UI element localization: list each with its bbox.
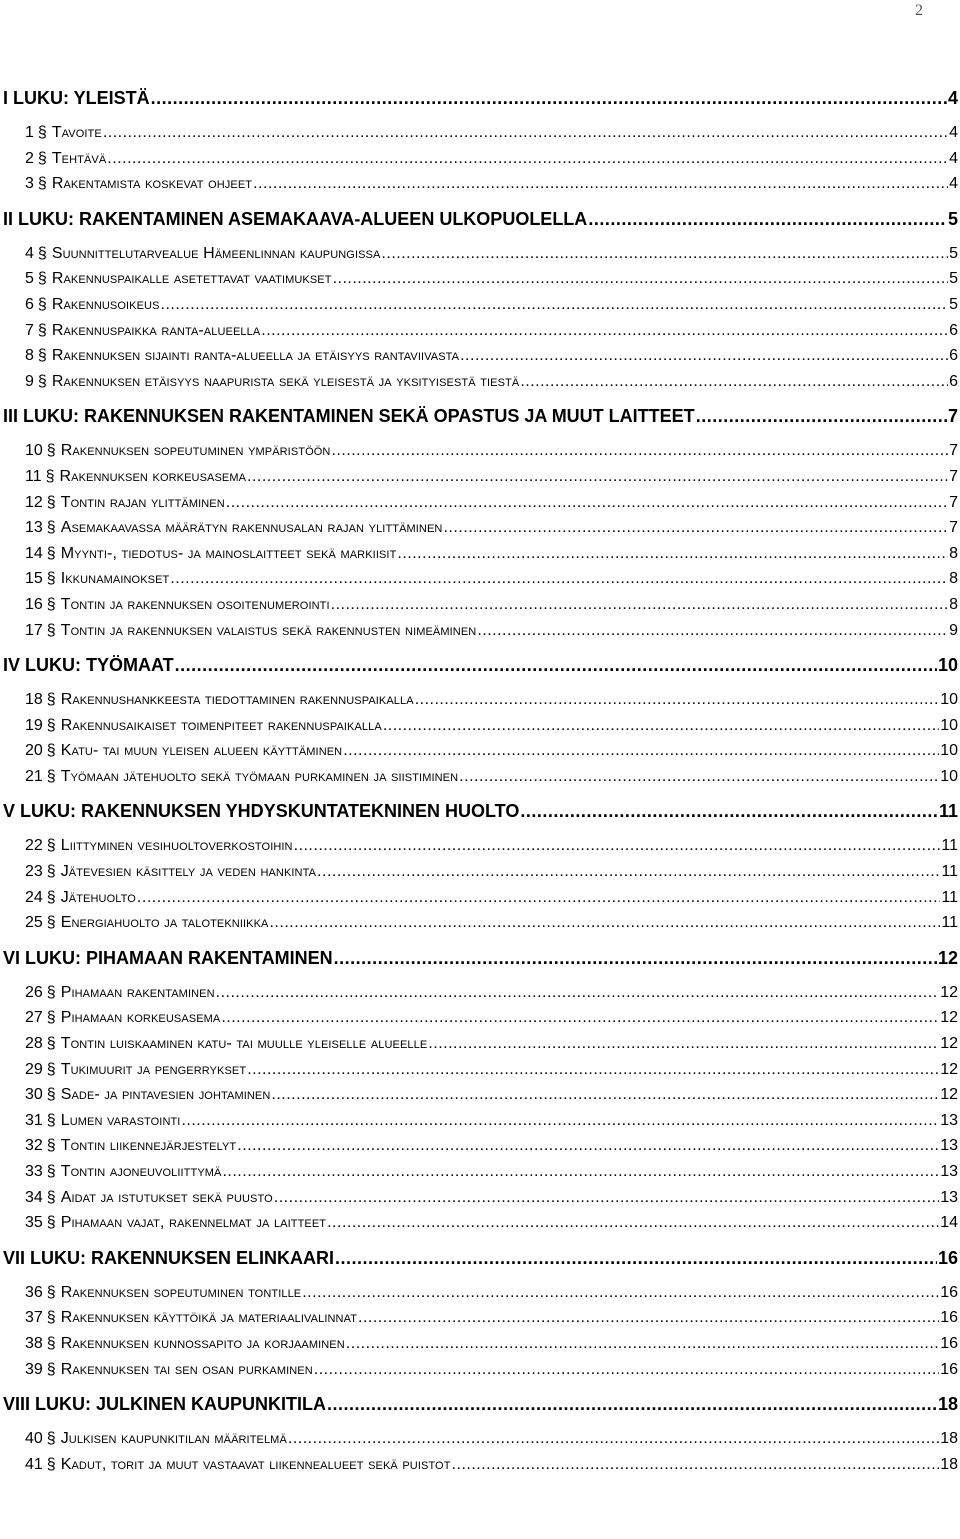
section-title: Tontin ja rakennuksen valaistus sekä rakennusten nimeäminen xyxy=(60,621,477,639)
section-sign: § xyxy=(46,1086,56,1104)
toc-section-entry[interactable] xyxy=(0,146,958,172)
toc-section-entry[interactable] xyxy=(0,592,958,618)
section-sign: § xyxy=(37,347,47,365)
section-title: Pihamaan vajat, rakennelmat ja laitteet xyxy=(60,1214,327,1232)
section-sign: § xyxy=(46,767,56,785)
dot-leader xyxy=(381,241,948,267)
dot-leader xyxy=(520,799,938,824)
dot-leader xyxy=(334,946,937,971)
section-sign: § xyxy=(46,914,56,932)
section-number: 19 xyxy=(25,716,43,734)
section-title: Julkisen kaupunkitilan määritelmä xyxy=(60,1430,287,1448)
toc-page-number: 4 xyxy=(947,88,958,108)
dot-leader xyxy=(397,541,948,567)
section-sign: § xyxy=(46,1035,56,1053)
toc-section-entry[interactable] xyxy=(0,292,958,318)
toc-page-number: 12 xyxy=(940,1009,958,1027)
section-number: 31 xyxy=(25,1111,43,1129)
dot-leader xyxy=(216,980,940,1006)
toc-page-number: 14 xyxy=(940,1214,958,1232)
section-number: 23 xyxy=(25,863,43,881)
toc-page-number: 10 xyxy=(937,655,958,676)
dot-leader xyxy=(333,266,949,292)
section-number: 22 xyxy=(25,837,43,855)
toc-page-number: 10 xyxy=(940,742,958,760)
section-title: Rakennuksen korkeusasema xyxy=(59,467,247,485)
section-title: Rakennuksen sopeutuminen tontille xyxy=(60,1283,302,1301)
dot-leader xyxy=(343,738,939,764)
toc-page-number: 12 xyxy=(940,1035,958,1053)
toc-page-number: 4 xyxy=(949,149,958,167)
toc-page-number: 10 xyxy=(940,767,958,785)
toc-section-entry[interactable] xyxy=(0,859,958,885)
toc-section-entry[interactable] xyxy=(0,1159,958,1185)
dot-leader xyxy=(358,1305,939,1331)
toc-page-number: 5 xyxy=(949,295,958,313)
toc-section-entry[interactable] xyxy=(0,171,958,197)
dot-leader xyxy=(222,1159,939,1185)
section-number: 24 xyxy=(25,888,43,906)
toc-chapter-entry[interactable] xyxy=(0,404,958,429)
section-title: Katu- tai muun yleisen alueen käyttäminen xyxy=(60,742,343,760)
toc-section-entry[interactable] xyxy=(0,1331,958,1357)
section-sign: § xyxy=(46,716,56,734)
section-number: 40 xyxy=(25,1430,43,1448)
toc-chapter-entry[interactable] xyxy=(0,946,958,971)
dot-leader xyxy=(383,713,939,739)
section-number: 20 xyxy=(25,742,43,760)
section-number: 30 xyxy=(25,1086,43,1104)
chapter-title: VII LUKU: RAKENNUKSEN ELINKAARI xyxy=(3,1247,335,1268)
toc-section-entry[interactable] xyxy=(0,343,958,369)
toc-page-number: 8 xyxy=(949,544,958,562)
section-title: Rakennuksen kunnossapito ja korjaaminen xyxy=(60,1334,345,1352)
toc-section-entry[interactable] xyxy=(0,833,958,859)
toc-section-entry[interactable] xyxy=(0,910,958,936)
toc-page-number: 18 xyxy=(940,1430,958,1448)
toc-page-number: 12 xyxy=(940,1060,958,1078)
section-title: Myynti-, tiedotus- ja mainoslaitteet sekä markiisit xyxy=(60,544,397,562)
section-title: Rakennuksen sopeutuminen ympäristöön xyxy=(60,442,331,460)
dot-leader xyxy=(175,653,937,678)
dot-leader xyxy=(294,833,941,859)
toc-page-number: 12 xyxy=(940,1086,958,1104)
section-number: 16 xyxy=(25,595,43,613)
toc-section-entry[interactable] xyxy=(0,1057,958,1083)
toc-section-entry[interactable] xyxy=(0,980,958,1006)
section-number: 8 xyxy=(25,347,34,365)
section-number: 39 xyxy=(25,1360,43,1378)
chapter-title: VI LUKU: PIHAMAAN RAKENTAMINEN xyxy=(3,947,333,968)
chapter-title: III LUKU: RAKENNUKSEN RAKENTAMINEN SEKÄ OPASTUS JA MUUT LAITTEET xyxy=(3,406,695,427)
toc-page-number: 12 xyxy=(940,983,958,1001)
dot-leader xyxy=(237,1133,939,1159)
toc-page-number: 11 xyxy=(938,801,958,822)
toc-page-number: 11 xyxy=(941,863,958,881)
chapter-title: II LUKU: RAKENTAMINEN ASEMAKAAVA-ALUEEN ULKOPUOLELLA xyxy=(3,208,588,229)
toc-section-entry[interactable] xyxy=(0,490,958,516)
section-title: Lumen varastointi xyxy=(60,1111,181,1129)
section-sign: § xyxy=(46,888,56,906)
section-number: 29 xyxy=(25,1060,43,1078)
section-sign: § xyxy=(46,544,56,562)
dot-leader xyxy=(247,1057,939,1083)
section-sign: § xyxy=(46,863,56,881)
section-sign: § xyxy=(37,372,47,390)
dot-leader xyxy=(327,1210,939,1236)
toc-section-entry[interactable] xyxy=(0,1426,958,1452)
toc-page-number: 9 xyxy=(949,621,958,639)
toc-section-entry[interactable] xyxy=(0,1031,958,1057)
section-sign: § xyxy=(37,295,47,313)
section-title: Tontin rajan ylittäminen xyxy=(60,493,225,511)
section-title: Rakennusaikaiset toimenpiteet rakennuspaikalla xyxy=(60,716,382,734)
toc-section-entry[interactable] xyxy=(0,738,958,764)
dot-leader xyxy=(221,1005,939,1031)
toc-page-number: 16 xyxy=(940,1360,958,1378)
section-title: Työmaan jätehuolto sekä työmaan purkaminen ja siistiminen xyxy=(60,767,459,785)
section-title: Tavoite xyxy=(51,124,102,141)
toc-section-entry[interactable] xyxy=(0,1133,958,1159)
toc-chapter-entry[interactable] xyxy=(0,799,958,824)
toc-page-number: 16 xyxy=(940,1283,958,1301)
section-title: Rakennuspaikalle asetettavat vaatimukset xyxy=(51,270,332,288)
toc-page-number: 11 xyxy=(941,914,958,932)
toc-section-entry[interactable] xyxy=(0,120,958,146)
section-number: 35 xyxy=(25,1214,43,1232)
toc-page-number: 7 xyxy=(949,519,958,537)
toc-page-number: 7 xyxy=(949,467,958,485)
section-sign: § xyxy=(46,621,56,639)
toc-page-number: 13 xyxy=(940,1111,958,1129)
toc-page-number: 11 xyxy=(941,888,958,906)
section-sign: § xyxy=(46,1309,56,1327)
section-title: Jätevesien käsittely ja veden hankinta xyxy=(60,863,317,881)
dot-leader xyxy=(696,404,947,429)
toc-page-number: 7 xyxy=(949,442,958,460)
toc-section-entry[interactable] xyxy=(0,438,958,464)
toc-page-number: 6 xyxy=(949,347,958,365)
section-number: 6 xyxy=(25,295,34,313)
section-sign: § xyxy=(46,1188,56,1206)
toc-section-entry[interactable] xyxy=(0,1210,958,1236)
toc-chapter-entry[interactable] xyxy=(0,1392,958,1417)
section-number: 3 xyxy=(25,175,34,193)
dot-leader xyxy=(317,859,940,885)
section-number: 25 xyxy=(25,914,43,932)
section-sign: § xyxy=(46,1334,56,1352)
toc-page-number: 10 xyxy=(940,691,958,709)
chapter-title: V LUKU: RAKENNUKSEN YHDYSKUNTATEKNINEN HUOLTO xyxy=(3,801,520,822)
toc-section-entry[interactable] xyxy=(0,764,958,790)
toc-page-number: 16 xyxy=(937,1247,958,1268)
dot-leader xyxy=(274,1185,939,1211)
section-title: Pihamaan korkeusasema xyxy=(60,1009,221,1027)
section-title: Rakennuksen käyttöikä ja materiaalivalinnat xyxy=(60,1309,358,1327)
section-number: 41 xyxy=(25,1455,43,1473)
section-title: Pihamaan rakentaminen xyxy=(60,983,215,1001)
toc-page-number: 16 xyxy=(940,1309,958,1327)
toc-page-number: 5 xyxy=(949,244,958,262)
dot-leader xyxy=(226,490,948,516)
dot-leader xyxy=(170,566,948,592)
toc-chapter-entry[interactable] xyxy=(0,86,958,111)
section-title: Sade- ja pintavesien johtaminen xyxy=(60,1086,271,1104)
toc-section-entry[interactable] xyxy=(0,1082,958,1108)
toc-section-entry[interactable] xyxy=(0,566,958,592)
section-number: 13 xyxy=(25,519,43,537)
section-sign: § xyxy=(46,1455,56,1473)
toc-page-number: 10 xyxy=(940,716,958,734)
toc-section-entry[interactable] xyxy=(0,1005,958,1031)
toc-page-number: 12 xyxy=(937,947,958,968)
dot-leader xyxy=(443,515,948,541)
section-sign: § xyxy=(46,837,56,855)
section-title: Rakentamista koskevat ohjeet xyxy=(51,175,253,193)
section-sign: § xyxy=(46,1060,56,1078)
dot-leader xyxy=(302,1280,939,1306)
section-sign: § xyxy=(37,175,47,193)
section-number: 37 xyxy=(25,1309,43,1327)
section-title: Aidat ja istutukset sekä puusto xyxy=(60,1188,273,1206)
chapter-title: IV LUKU: TYÖMAAT xyxy=(3,655,174,676)
section-number: 36 xyxy=(25,1283,43,1301)
section-number: 4 xyxy=(25,244,34,262)
dot-leader xyxy=(151,86,947,111)
dot-leader xyxy=(247,464,948,490)
dot-leader xyxy=(137,885,940,911)
section-number: 2 xyxy=(25,149,34,167)
toc-section-entry[interactable] xyxy=(0,1280,958,1306)
toc-section-entry[interactable] xyxy=(0,541,958,567)
section-number: 10 xyxy=(25,442,43,460)
section-sign: § xyxy=(37,270,47,288)
toc-page-number: 6 xyxy=(949,321,958,339)
section-number: 12 xyxy=(25,493,43,511)
toc-page-number: 4 xyxy=(949,124,958,141)
toc-page-number: 5 xyxy=(949,270,958,288)
table-of-contents xyxy=(0,86,958,1477)
toc-section-entry[interactable] xyxy=(0,1305,958,1331)
toc-section-entry[interactable] xyxy=(0,713,958,739)
section-number: 1 xyxy=(25,124,34,141)
section-sign: § xyxy=(46,1111,56,1129)
section-sign: § xyxy=(46,1430,56,1448)
section-title: Rakennuspaikka ranta-alueella xyxy=(51,321,261,339)
dot-leader xyxy=(428,1031,939,1057)
section-sign: § xyxy=(46,1137,56,1155)
section-sign: § xyxy=(45,467,55,485)
section-title: Rakennuksen tai sen osan purkaminen xyxy=(60,1360,313,1378)
section-title: Tontin ja rakennuksen osoitenumerointi xyxy=(60,595,330,613)
section-sign: § xyxy=(46,1009,56,1027)
section-number: 27 xyxy=(25,1009,43,1027)
section-sign: § xyxy=(37,321,47,339)
section-number: 32 xyxy=(25,1137,43,1155)
section-number: 14 xyxy=(25,544,43,562)
section-number: 7 xyxy=(25,321,34,339)
section-sign: § xyxy=(46,1283,56,1301)
toc-section-entry[interactable] xyxy=(0,464,958,490)
section-title: Rakennusoikeus xyxy=(51,295,160,313)
dot-leader xyxy=(335,1246,937,1271)
dot-leader xyxy=(253,171,948,197)
section-title: Kadut, torit ja muut vastaavat liikennealueet sekä puistot xyxy=(60,1455,451,1473)
section-number: 5 xyxy=(25,270,34,288)
toc-page-number: 16 xyxy=(940,1334,958,1352)
section-number: 18 xyxy=(25,691,43,709)
section-title: Energiahuolto ja talotekniikka xyxy=(60,914,269,932)
section-title: Rakennushankkeesta tiedottaminen rakennuspaikalla xyxy=(60,691,414,709)
section-sign: § xyxy=(46,519,56,537)
section-number: 28 xyxy=(25,1035,43,1053)
toc-page-number: 13 xyxy=(940,1137,958,1155)
section-sign: § xyxy=(46,691,56,709)
toc-page-number: 7 xyxy=(947,406,958,427)
section-number: 17 xyxy=(25,621,43,639)
dot-leader xyxy=(269,910,940,936)
dot-leader xyxy=(346,1331,939,1357)
section-sign: § xyxy=(46,1163,56,1180)
section-title: Tehtävä xyxy=(51,149,107,167)
section-title: Tontin ajoneuvoliittymä xyxy=(60,1163,222,1180)
toc-section-entry[interactable] xyxy=(0,318,958,344)
toc-page-number: 5 xyxy=(947,208,958,229)
toc-section-entry[interactable] xyxy=(0,1108,958,1134)
section-number: 15 xyxy=(25,570,43,588)
section-title: Rakennuksen sijainti ranta-alueella ja etäisyys rantaviivasta xyxy=(51,347,460,365)
page-number: 2 xyxy=(915,2,923,19)
dot-leader xyxy=(103,120,948,146)
dot-leader xyxy=(288,1426,939,1452)
section-title: Suunnittelutarvealue Hämeenlinnan kaupungissa xyxy=(51,244,381,262)
section-sign: § xyxy=(37,124,47,141)
section-title: Jätehuolto xyxy=(60,888,136,906)
toc-section-entry[interactable] xyxy=(0,241,958,267)
section-title: Tukimuurit ja pengerrykset xyxy=(60,1060,247,1078)
toc-section-entry[interactable] xyxy=(0,687,958,713)
toc-page-number: 18 xyxy=(940,1455,958,1473)
section-sign: § xyxy=(46,1360,56,1378)
section-title: Liittyminen vesihuoltoverkostoihin xyxy=(60,837,293,855)
toc-page-number: 13 xyxy=(940,1188,958,1206)
section-sign: § xyxy=(46,1214,56,1232)
toc-page-number: 8 xyxy=(949,570,958,588)
toc-section-entry[interactable] xyxy=(0,618,958,644)
dot-leader xyxy=(460,343,948,369)
section-title: Tontin liikennejärjestelyt xyxy=(60,1137,237,1155)
section-sign: § xyxy=(46,442,56,460)
toc-section-entry[interactable] xyxy=(0,266,958,292)
toc-section-entry[interactable] xyxy=(0,1185,958,1211)
toc-section-entry[interactable] xyxy=(0,515,958,541)
section-title: Tontin luiskaaminen katu- tai muulle yleiselle alueelle xyxy=(60,1035,428,1053)
toc-chapter-entry[interactable] xyxy=(0,1246,958,1271)
toc-page-number: 8 xyxy=(949,595,958,613)
section-number: 21 xyxy=(25,767,43,785)
toc-page-number: 13 xyxy=(940,1163,958,1180)
dot-leader xyxy=(261,318,948,344)
section-sign: § xyxy=(37,149,47,167)
section-number: 11 xyxy=(25,467,42,485)
toc-page-number: 18 xyxy=(937,1394,958,1415)
section-sign: § xyxy=(46,493,56,511)
section-number: 9 xyxy=(25,372,34,390)
dot-leader xyxy=(314,1357,939,1383)
section-sign: § xyxy=(46,742,56,760)
section-number: 38 xyxy=(25,1334,43,1352)
section-sign: § xyxy=(37,244,47,262)
section-title: Rakennuksen etäisyys naapurista sekä yleisestä ja yksityisestä tiestä xyxy=(51,372,520,390)
section-number: 34 xyxy=(25,1188,43,1206)
dot-leader xyxy=(459,764,939,790)
toc-chapter-entry[interactable] xyxy=(0,207,958,232)
dot-leader xyxy=(271,1082,939,1108)
toc-section-entry[interactable] xyxy=(0,885,958,911)
section-sign: § xyxy=(46,570,56,588)
dot-leader xyxy=(107,146,948,172)
toc-page-number: 6 xyxy=(949,372,958,390)
section-title: Ikkunamainokset xyxy=(60,570,170,588)
section-sign: § xyxy=(46,983,56,1001)
dot-leader xyxy=(520,369,948,395)
toc-section-entry[interactable] xyxy=(0,369,958,395)
dot-leader xyxy=(161,292,949,318)
section-title: Asemakaavassa määrätyn rakennusalan rajan ylittäminen xyxy=(60,519,443,537)
dot-leader xyxy=(327,1392,937,1417)
toc-section-entry[interactable] xyxy=(0,1357,958,1383)
dot-leader xyxy=(477,618,948,644)
toc-chapter-entry[interactable] xyxy=(0,653,958,678)
chapter-title: VIII LUKU: JULKINEN KAUPUNKITILA xyxy=(3,1394,326,1415)
toc-page-number: 4 xyxy=(949,175,958,193)
dot-leader xyxy=(181,1108,939,1134)
toc-page-number: 11 xyxy=(941,837,958,855)
section-number: 26 xyxy=(25,983,43,1001)
chapter-title: I LUKU: YLEISTÄ xyxy=(3,88,150,108)
section-number: 33 xyxy=(25,1163,43,1180)
dot-leader xyxy=(331,438,948,464)
dot-leader xyxy=(415,687,940,713)
toc-page-number: 7 xyxy=(949,493,958,511)
toc-section-entry[interactable] xyxy=(0,1452,958,1478)
dot-leader xyxy=(331,592,948,618)
section-sign: § xyxy=(46,595,56,613)
dot-leader xyxy=(452,1452,940,1478)
dot-leader xyxy=(588,207,947,232)
